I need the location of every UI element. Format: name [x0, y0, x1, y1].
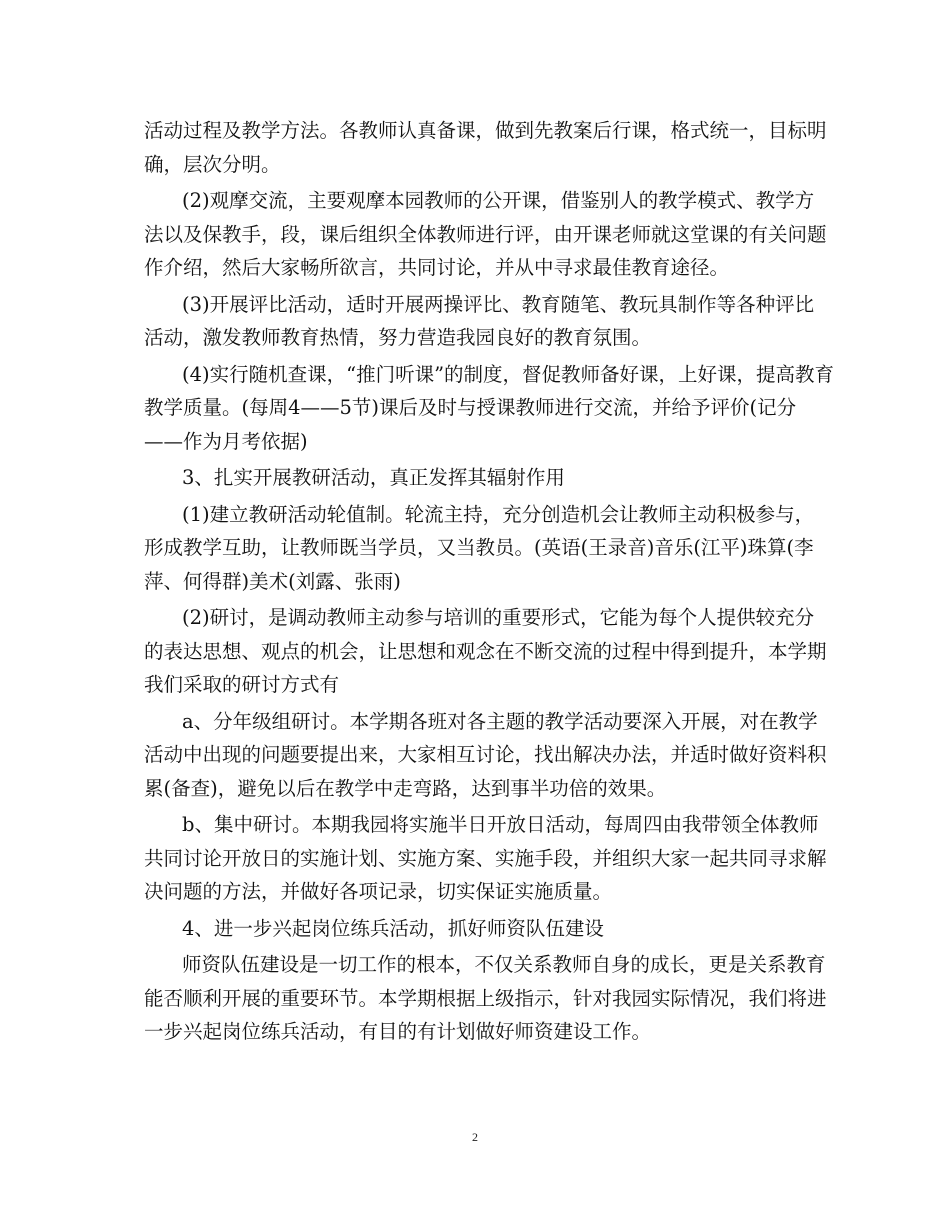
paragraph-start-line: (2)研讨，是调动教师主动参与培训的重要形式，它能为每个人提供较充分 — [182, 606, 815, 629]
text-line: ——作为月考依据) — [144, 429, 308, 453]
text-line: 形成教学互助，让教师既当学员，又当教员。(英语(王录音)音乐(江平)珠算(李 — [144, 536, 814, 559]
paragraph-start-line: b、集中研讨。本期我园将实施半日开放日活动，每周四由我带领全体教师 — [182, 813, 819, 836]
text-line: 能否顺利开展的重要环节。本学期根据上级指示，针对我园实际情况，我们将进 — [144, 986, 827, 1010]
text-line: 累(备查)，避免以后在教学中走弯路，达到事半功倍的效果。 — [144, 776, 667, 800]
paragraph-start-line: (4)实行随机查课，“推门听课”的制度，督促教师备好课，上好课，提高教育 — [182, 362, 835, 386]
text-line: 萍、何得群)美术(刘露、张雨) — [144, 569, 401, 593]
text-line: 的表达思想、观点的机会，让思想和观念在不断交流的过程中得到提升，本学期 — [144, 639, 827, 663]
text-line: 一步兴起岗位练兵活动，有目的有计划做好师资建设工作。 — [144, 1020, 652, 1043]
section-heading: 3、扎实开展教研活动，真正发挥其辐射作用 — [182, 466, 565, 489]
text-line: 共同讨论开放日的实施计划、实施方案、实施手段，并组织大家一起共同寻求解 — [144, 846, 827, 870]
document-body — [144, 114, 835, 1049]
page-number: 2 — [472, 1130, 478, 1144]
text-line: 作介绍，然后大家畅所欲言，共同讨论，并从中寻求最佳教育途径。 — [144, 256, 730, 279]
paragraph-start-line: (2)观摩交流，主要观摩本园教师的公开课，借鉴别人的教学模式、教学方 — [182, 189, 815, 212]
text-line: 法以及保教手，段，课后组织全体教师进行评，由开课老师就这堂课的有关问题 — [144, 222, 827, 246]
text-line: 确，层次分明。 — [144, 152, 281, 176]
text-line: 活动中出现的问题要提出来，大家相互讨论，找出解决办法，并适时做好资料积 — [144, 743, 827, 766]
text-line: 我们采取的研讨方式有 — [144, 673, 340, 696]
text-line: 活动，激发教师教育热情，努力营造我园良好的教育氛围。 — [144, 326, 652, 349]
paragraph-start-line: a、分年级组研讨。本学期各班对各主题的教学活动要深入开展，对在教学 — [182, 709, 818, 733]
text-line: 教学质量。(每周4——5节)课后及时与授课教师进行交流，并给予评价(记分 — [144, 396, 797, 419]
section-heading: 4、进一步兴起岗位练兵活动，抓好师资队伍建设 — [182, 916, 604, 940]
text-line: 决问题的方法，并做好各项记录，切实保证实施质量。 — [144, 880, 613, 903]
paragraph-start-line: (3)开展评比活动，适时开展两操评比、教育随笔、教玩具制作等各种评比 — [182, 292, 815, 316]
text-line: 活动过程及教学方法。各教师认真备课，做到先教案后行课，格式统一，目标明 — [144, 119, 827, 142]
paragraph-start-line: (1)建立教研活动轮值制。轮流主持，充分创造机会让教师主动积极参与， — [182, 502, 815, 526]
paragraph-start-line: 师资队伍建设是一切工作的根本，不仅关系教师自身的成长，更是关系教育 — [182, 953, 826, 976]
